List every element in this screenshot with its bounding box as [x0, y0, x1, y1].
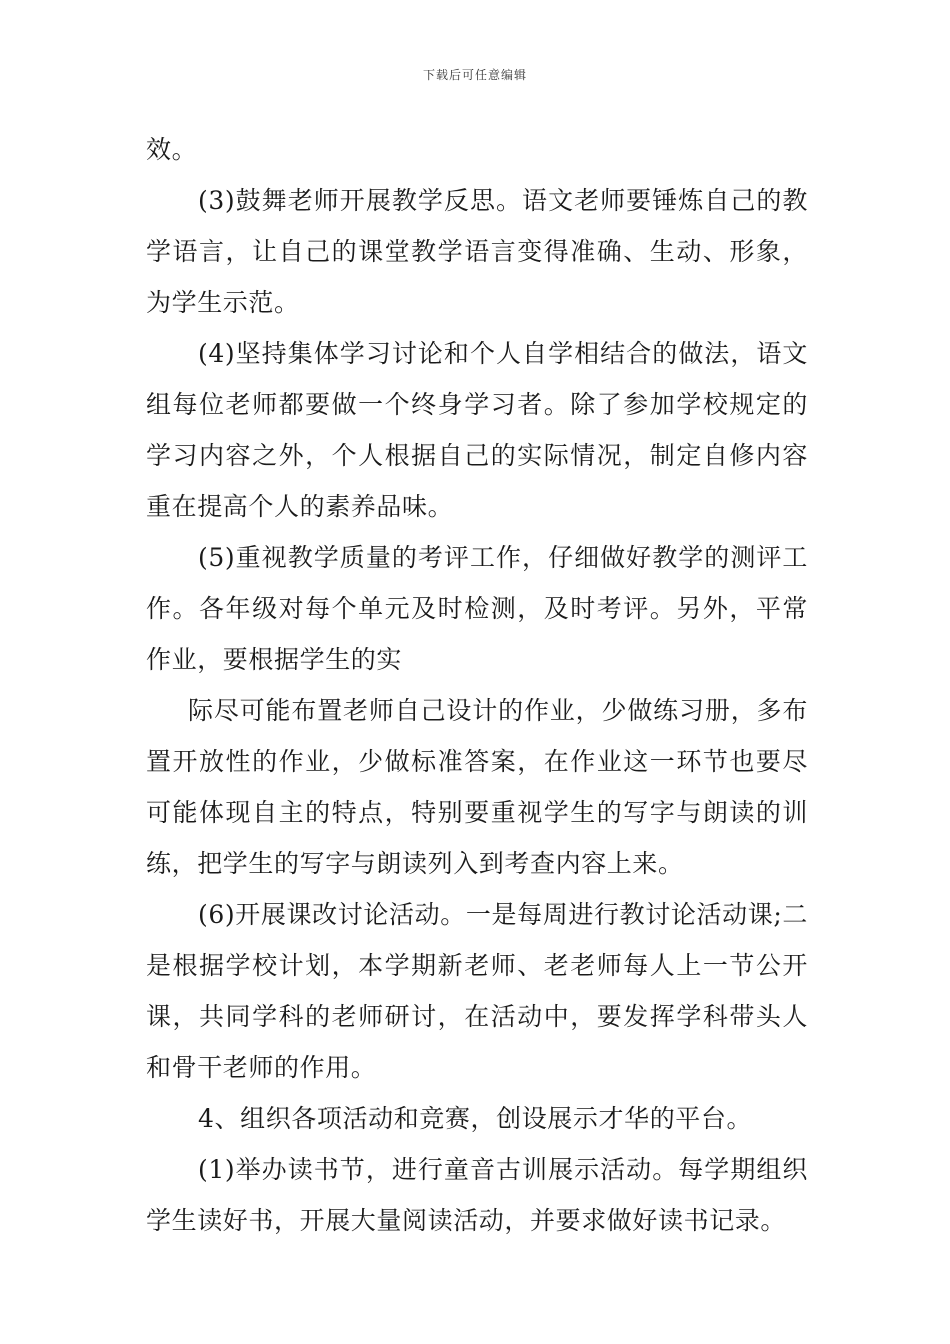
paragraph-item-5-continued: 际尽可能布置老师自己设计的作业，少做练习册，多布置开放性的作业，少做标准答案，在作业这一环节也要尽可能体现自主的特点，特别要重视学生的写字与朗读的训练，把学生的写字与朗读列入到考查内容上来。 [146, 696, 808, 878]
paragraph-continuation: 效。 [146, 135, 198, 164]
paragraph-section-4: 4、组织各项活动和竞赛，创设展示才华的平台。 [198, 1104, 753, 1133]
paragraph-item-4: (4)坚持集体学习讨论和个人自学相结合的做法，语文组每位老师都要做一个终身学习者。除了参加学校规定的学习内容之外，个人根据自己的实际情况，制定自修内容重在提高个人的素养品味。 [146, 339, 808, 521]
paragraph-item-3: (3)鼓舞老师开展教学反思。语文老师要锤炼自己的教学语言，让自己的课堂教学语言变得准确、生动、形象，为学生示范。 [146, 186, 808, 317]
document-body [146, 124, 808, 1246]
paragraph-item-5: (5)重视教学质量的考评工作，仔细做好教学的测评工作。各年级对每个单元及时检测，及时考评。另外，平常作业，要根据学生的实 [146, 543, 808, 674]
paragraph-item-6: (6)开展课改讨论活动。一是每周进行教讨论活动课;二是根据学校计划，本学期新老师、老老师每人上一节公开课，共同学科的老师研讨，在活动中，要发挥学科带头人和骨干老师的作用。 [146, 900, 808, 1082]
page-header: 下载后可任意编辑 [422, 68, 527, 82]
paragraph-section-4-item-1: (1)举办读书节，进行童音古训展示活动。每学期组织学生读好书，开展大量阅读活动，并要求做好读书记录。 [146, 1155, 808, 1235]
